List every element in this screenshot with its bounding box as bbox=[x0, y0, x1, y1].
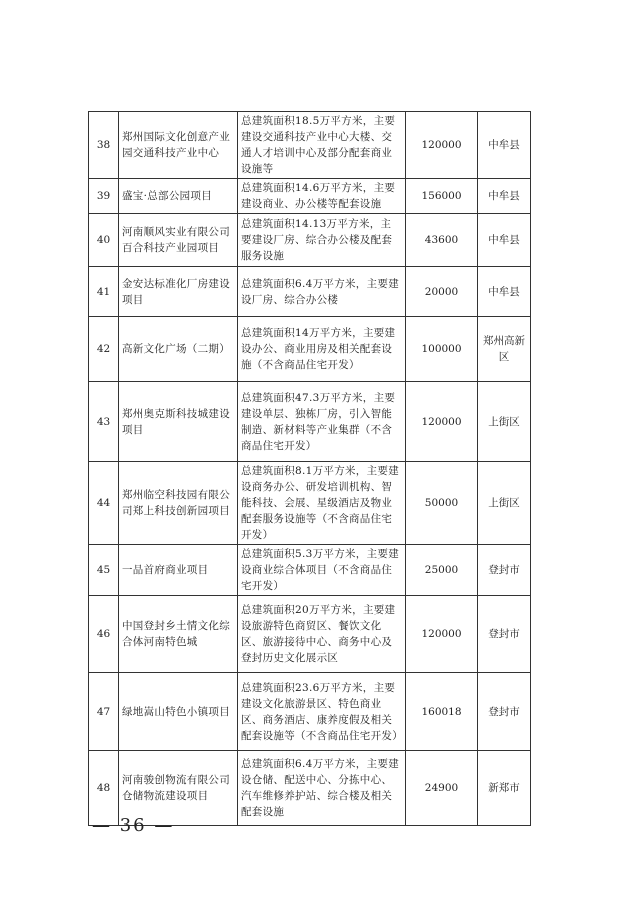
row-number: 40 bbox=[89, 214, 119, 267]
row-number: 47 bbox=[89, 673, 119, 751]
row-number: 48 bbox=[89, 751, 119, 826]
table-row bbox=[89, 214, 531, 267]
investment-amount: 120000 bbox=[406, 382, 478, 462]
project-name: 河南骏创物流有限公司仓储物流建设项目 bbox=[119, 751, 238, 826]
project-content: 总建筑面积18.5万平方米，主要建设交通科技产业中心大楼、交通人才培训中心及部分配套商业设施等 bbox=[238, 112, 406, 179]
investment-amount: 100000 bbox=[406, 317, 478, 382]
project-content: 总建筑面积5.3万平方米，主要建设商业综合体项目（不含商品住宅开发） bbox=[238, 545, 406, 596]
project-location: 中牟县 bbox=[478, 179, 531, 214]
investment-amount: 24900 bbox=[406, 751, 478, 826]
project-name: 一品首府商业项目 bbox=[119, 545, 238, 596]
table-row bbox=[89, 462, 531, 545]
table-row bbox=[89, 673, 531, 751]
project-content: 总建筑面积8.1万平方米，主要建设商务办公、研发培训机构、智能科技、会展、星级酒店及物业配套服务设施等（不含商品住宅开发） bbox=[238, 462, 406, 545]
project-name: 金安达标准化厂房建设项目 bbox=[119, 267, 238, 317]
row-number: 44 bbox=[89, 462, 119, 545]
project-name: 中国登封乡土情文化综合体河南特色城 bbox=[119, 596, 238, 673]
investment-amount: 156000 bbox=[406, 179, 478, 214]
project-content: 总建筑面积6.4万平方米，主要建设仓储、配送中心、分拣中心、汽车维修养护站、综合楼及相关配套设施 bbox=[238, 751, 406, 826]
project-name: 绿地嵩山特色小镇项目 bbox=[119, 673, 238, 751]
row-number: 46 bbox=[89, 596, 119, 673]
project-table bbox=[88, 111, 531, 826]
project-location: 上街区 bbox=[478, 462, 531, 545]
row-number: 41 bbox=[89, 267, 119, 317]
project-location: 郑州高新区 bbox=[478, 317, 531, 382]
row-number: 42 bbox=[89, 317, 119, 382]
project-name: 高新文化广场（二期） bbox=[119, 317, 238, 382]
project-content: 总建筑面积14万平方米，主要建设办公、商业用房及相关配套设施（不含商品住宅开发） bbox=[238, 317, 406, 382]
table-row bbox=[89, 596, 531, 673]
investment-amount: 43600 bbox=[406, 214, 478, 267]
table-row bbox=[89, 112, 531, 179]
project-location: 新郑市 bbox=[478, 751, 531, 826]
table-row bbox=[89, 382, 531, 462]
investment-amount: 20000 bbox=[406, 267, 478, 317]
project-content: 总建筑面积6.4万平方米，主要建设厂房、综合办公楼 bbox=[238, 267, 406, 317]
investment-amount: 25000 bbox=[406, 545, 478, 596]
project-location: 中牟县 bbox=[478, 214, 531, 267]
table-row bbox=[89, 545, 531, 596]
row-number: 45 bbox=[89, 545, 119, 596]
investment-amount: 50000 bbox=[406, 462, 478, 545]
investment-amount: 160018 bbox=[406, 673, 478, 751]
row-number: 38 bbox=[89, 112, 119, 179]
page-number: — 36 — bbox=[92, 815, 175, 836]
table-row bbox=[89, 267, 531, 317]
investment-amount: 120000 bbox=[406, 112, 478, 179]
project-location: 登封市 bbox=[478, 673, 531, 751]
project-content: 总建筑面积14.6万平方米，主要建设商业、办公楼等配套设施 bbox=[238, 179, 406, 214]
project-name: 郑州临空科技园有限公司郑上科技创新园项目 bbox=[119, 462, 238, 545]
project-location: 中牟县 bbox=[478, 267, 531, 317]
project-location: 上街区 bbox=[478, 382, 531, 462]
project-name: 盛宝·总部公园项目 bbox=[119, 179, 238, 214]
project-content: 总建筑面积23.6万平方米，主要建设文化旅游景区、特色商业区、商务酒店、康养度假及相关配套设施等（不含商品住宅开发） bbox=[238, 673, 406, 751]
investment-amount: 120000 bbox=[406, 596, 478, 673]
table-row bbox=[89, 179, 531, 214]
project-location: 登封市 bbox=[478, 596, 531, 673]
project-location: 登封市 bbox=[478, 545, 531, 596]
project-content: 总建筑面积14.13万平方米，主要建设厂房、综合办公楼及配套服务设施 bbox=[238, 214, 406, 267]
project-name: 郑州奥克斯科技城建设项目 bbox=[119, 382, 238, 462]
project-content: 总建筑面积20万平方米，主要建设旅游特色商贸区、餐饮文化区、旅游接待中心、商务中心及登封历史文化展示区 bbox=[238, 596, 406, 673]
project-name: 郑州国际文化创意产业园交通科技产业中心 bbox=[119, 112, 238, 179]
project-location: 中牟县 bbox=[478, 112, 531, 179]
project-content: 总建筑面积47.3万平方米，主要建设单层、独栋厂房，引入智能制造、新材料等产业集群（不含商品住宅开发） bbox=[238, 382, 406, 462]
row-number: 43 bbox=[89, 382, 119, 462]
project-name: 河南顺风实业有限公司百合科技产业园项目 bbox=[119, 214, 238, 267]
row-number: 39 bbox=[89, 179, 119, 214]
table-row bbox=[89, 317, 531, 382]
